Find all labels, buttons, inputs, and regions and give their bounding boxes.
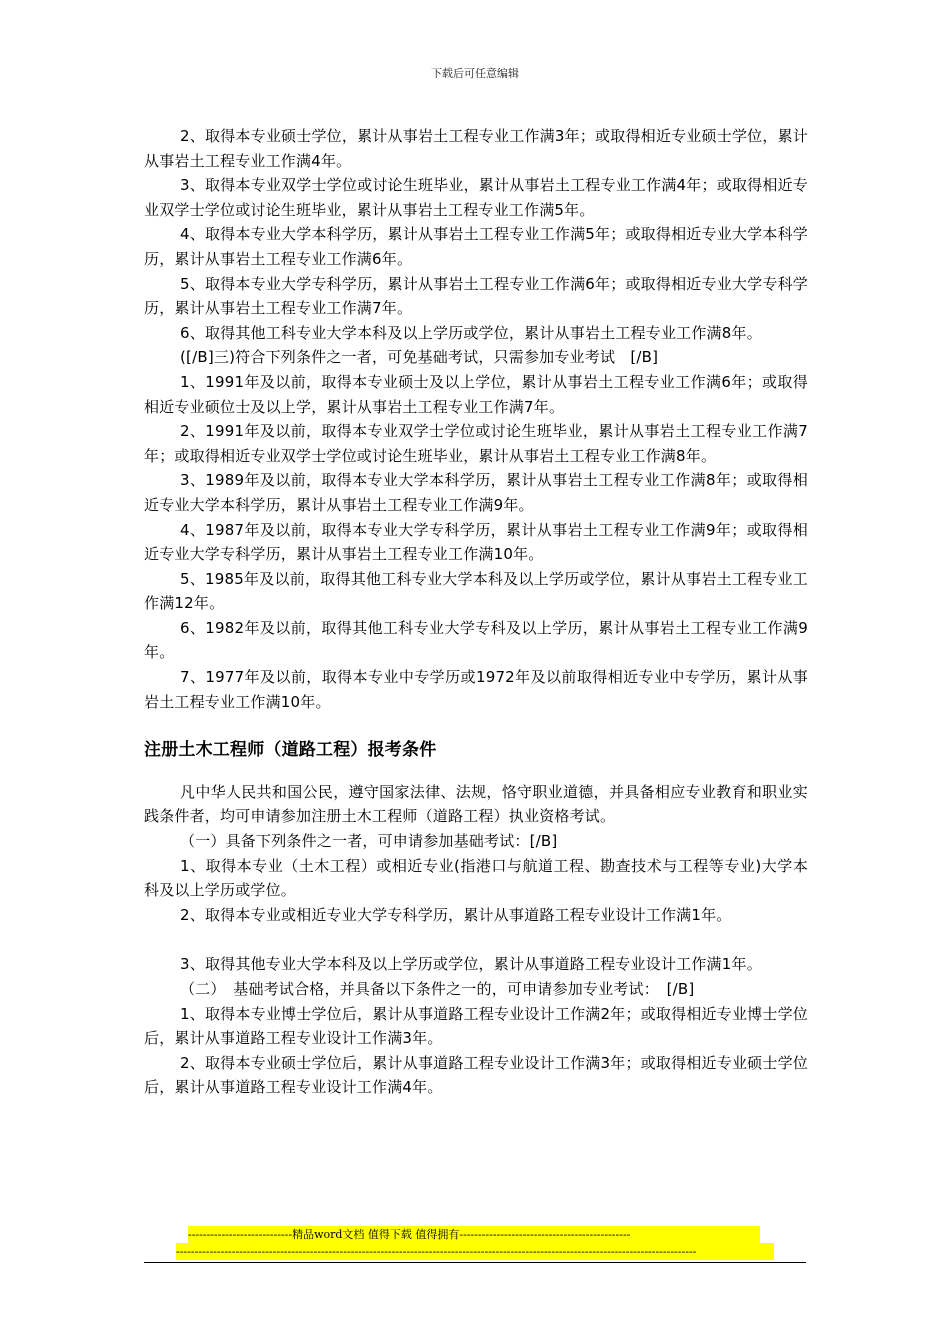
paragraph: 7、1977年及以前，取得本专业中专学历或1972年及以前取得相近专业中专学历，累计从事岩土工程专业工作满10年。 [144, 668, 808, 711]
paragraph: 6、取得其他工科专业大学本科及以上学历或学位，累计从事岩土工程专业工作满8年。 [180, 323, 762, 342]
paragraph: 3、取得其他专业大学本科及以上学历或学位，累计从事道路工程专业设计工作满1年。 [180, 955, 762, 974]
paragraph: 2、1991年及以前，取得本专业双学士学位或讨论生班毕业，累计从事岩土工程专业工作满7年；或取得相近专业双学士学位或讨论生班毕业，累计从事岩土工程专业工作满8年。 [144, 422, 808, 465]
paragraph: 4、1987年及以前，取得本专业大学专科学历，累计从事岩土工程专业工作满9年；或取得相近专业大学专科学历，累计从事岩土工程专业工作满10年。 [144, 520, 808, 564]
blank-line [144, 927, 808, 952]
section-note: ([/B]三)符合下列条件之一者，可免基础考试，只需参加专业考试 [/B] [180, 348, 659, 367]
paragraph: 5、取得本专业大学专科学历，累计从事岩土工程专业工作满6年；或取得相近专业大学专科学历，累计从事岩土工程专业工作满7年。 [144, 274, 808, 318]
document-body [144, 124, 808, 1100]
paragraph: 3、取得本专业双学士学位或讨论生班毕业，累计从事岩土工程专业工作满4年；或取得相近专业双学士学位或讨论生班毕业，累计从事岩土工程专业工作满5年。 [144, 176, 808, 219]
paragraph: 2、取得本专业硕士学位后，累计从事道路工程专业设计工作满3年；或取得相近专业硕士学位后，累计从事道路工程专业设计工作满4年。 [144, 1053, 808, 1097]
page-header: 下载后可任意编辑 [431, 67, 519, 80]
paragraph: 6、1982年及以前，取得其他工科专业大学专科及以上学历，累计从事岩土工程专业工作满9年。 [144, 618, 808, 662]
section-heading: 注册土木工程师（道路工程）报考条件 [144, 740, 437, 761]
paragraph: 2、取得本专业硕士学位，累计从事岩土工程专业工作满3年；或取得相近专业硕士学位，累计从事岩土工程专业工作满4年。 [144, 127, 808, 170]
paragraph: 凡中华人民共和国公民，遵守国家法律、法规，恪守职业道德，并具备相应专业教育和职业实践条件者，均可申请参加注册土木工程师（道路工程）执业资格考试。 [144, 782, 808, 826]
paragraph: 2、取得本专业或相近专业大学专科学历，累计从事道路工程专业设计工作满1年。 [180, 905, 732, 924]
page-footer [0, 1226, 950, 1263]
paragraph: 1、取得本专业博士学位后，累计从事道路工程专业设计工作满2年；或取得相近专业博士学位后，累计从事道路工程专业设计工作满3年。 [144, 1004, 808, 1048]
paragraph: 1、1991年及以前，取得本专业硕士及以上学位，累计从事岩土工程专业工作满6年；或取得相近专业硕位士及以上学，累计从事岩土工程专业工作满7年。 [144, 372, 808, 416]
section-note: （一）具备下列条件之一者，可申请参加基础考试：[/B] [180, 832, 558, 851]
paragraph: 5、1985年及以前，取得其他工科专业大学本科及以上学历或学位，累计从事岩土工程专业工作满12年。 [144, 569, 808, 613]
section-note: （二） 基础考试合格，并具备以下条件之一的，可申请参加专业考试： [/B] [180, 980, 695, 998]
paragraph: 3、1989年及以前，取得本专业大学本科学历，累计从事岩土工程专业工作满8年；或取得相近专业大学本科学历，累计从事岩土工程专业工作满9年。 [144, 471, 808, 514]
paragraph: 4、取得本专业大学本科学历，累计从事岩土工程专业工作满5年；或取得相近专业大学本科学历，累计从事岩土工程专业工作满6年。 [144, 225, 808, 268]
paragraph: 1、取得本专业（土木工程）或相近专业(指港口与航道工程、勘查技术与工程等专业)大学本科及以上学历或学位。 [144, 856, 808, 900]
footer-banner-line: ----------------------------精品word文档 值得下载 值得拥有---------------------------------------------- [188, 1226, 760, 1243]
footer-dash-line: -------------------------------------------------------------------------------------------------------------------------------------------- [176, 1243, 774, 1260]
footer-rule [144, 1262, 806, 1263]
